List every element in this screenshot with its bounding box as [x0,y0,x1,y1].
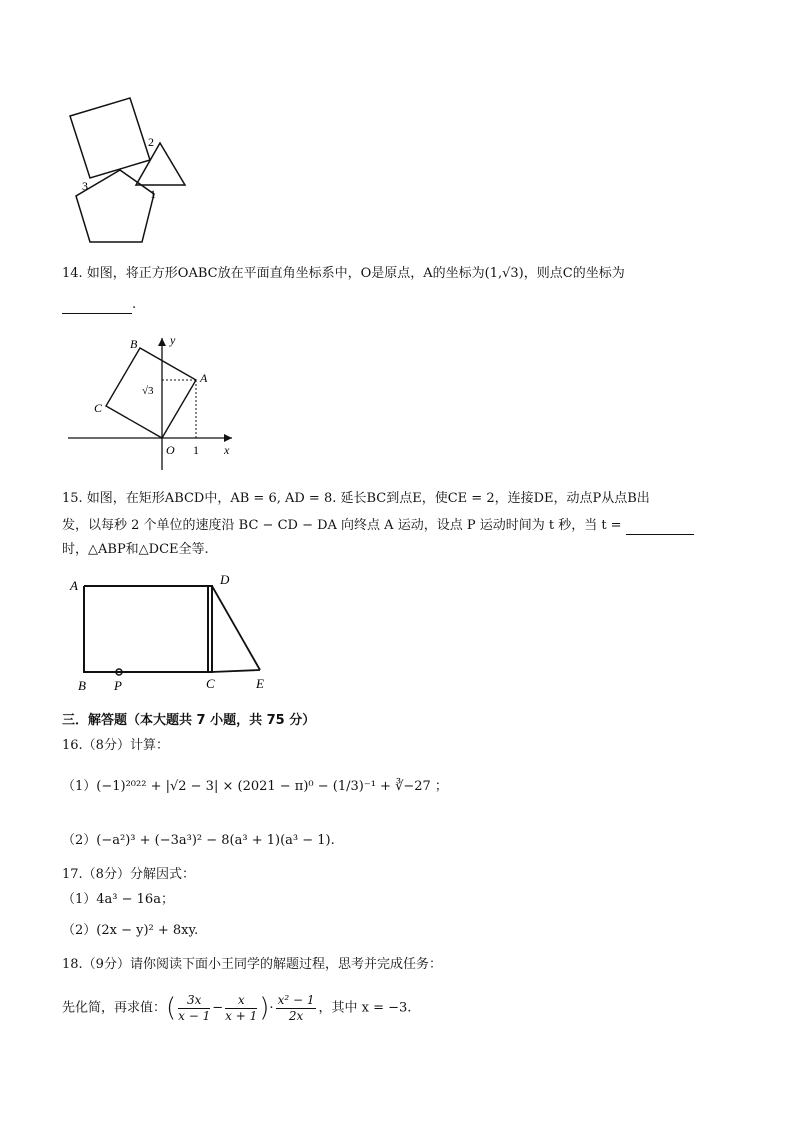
triangle-shape [136,143,185,185]
fraction-1-numerator: 3x [178,993,210,1009]
q15-answer-blank[interactable] [626,518,694,535]
label-x: x [224,443,230,457]
minus-sign: − [212,1000,224,1016]
q16-part2 [62,832,335,850]
q14-text: 14. 如图，将正方形OABC放在平面直角坐标系中，O是原点，A的坐标为(1,√3)，则点C的坐标为 [62,266,625,281]
fraction-3-denominator: 2x [288,1008,304,1023]
label-C: C [206,676,215,691]
q16-p1-label: （1） [62,779,97,794]
q16-part1 [62,778,448,796]
q16-p2-expr: (−a²)³ + (−3a³)² − 8(a³ + 1)(a³ − 1). [96,833,335,848]
fraction-3-numerator: x² − 1 [277,992,315,1007]
angle-label-1: 1 [150,187,156,201]
q15-line2-text: 发，以每秒 2 个单位的速度沿 BC − CD − DA 向终点 A 运动，设点 P 运动时间为 t 秒，当 t = [62,518,622,533]
label-B: B [78,678,86,693]
segment-de [212,586,260,670]
label-y: y [170,333,176,347]
label-A: A [70,578,78,593]
q18-title: 18.（9分）请你阅读下面小王同学的解题过程，思考并完成任务： [62,957,442,972]
fraction-2-numerator: x [225,993,257,1009]
q15-line1: 15. 如图，在矩形ABCD中，AB = 6, AD = 8. 延长BC到点E，使CE = 2，连接DE，动点P从点B出 [62,491,650,506]
q17-part2: （2）(2x − y)² + 8xy. [62,923,199,938]
dot-operator: · [269,1000,274,1016]
q15-line2 [62,517,694,535]
fraction-1-denominator: x − 1 [178,1008,211,1023]
label-B: B [130,337,138,351]
label-D: D [220,572,230,587]
angle-label-3: 3 [82,179,88,193]
x-axis-arrow [224,434,232,442]
rectangle-abcd [84,586,212,672]
q18-expression [62,988,411,1029]
section-3-heading: 三．解答题（本大题共 7 小题，共 75 分） [62,713,316,728]
q15-line3: 时，△ABP和△DCE全等. [62,542,209,557]
q18-suffix: ，其中 x = −3. [318,1000,412,1016]
q18-prefix: 先化简，再求值： [62,1000,167,1016]
label-sqrt3: √3 [142,385,154,397]
label-C: C [94,401,103,415]
fraction-3 [276,993,317,1024]
label-E: E [256,676,264,691]
q14-answer-blank[interactable]: . [62,296,136,314]
q17-part1: （1）4a³ − 16a； [62,892,174,907]
figure-13 [62,88,202,248]
figure-14 [62,330,242,472]
figure-15 [62,570,282,696]
q16-p1-expr: (−1)²⁰²² + |√2 − 3| × (2021 − π)⁰ − (1/3)⁻¹ + ∛−27 ； [96,779,448,794]
fraction-2 [225,993,257,1024]
label-O: O [166,443,175,457]
left-paren: ( [166,993,177,1023]
label-P: P [114,678,122,693]
label-1: 1 [193,443,199,457]
label-A: A [200,371,208,385]
right-paren: ) [259,993,270,1023]
q16-p2-label: （2） [62,833,97,848]
angle-label-2: 2 [148,135,154,149]
q17-title: 17.（8分）分解因式： [62,867,195,882]
fraction-1 [178,993,210,1024]
fraction-2-denominator: x + 1 [225,1008,258,1023]
q16-title: 16.（8分）计算： [62,738,169,753]
segment-ce [212,670,260,672]
y-axis-arrow [158,338,166,346]
square-shape [70,98,150,178]
